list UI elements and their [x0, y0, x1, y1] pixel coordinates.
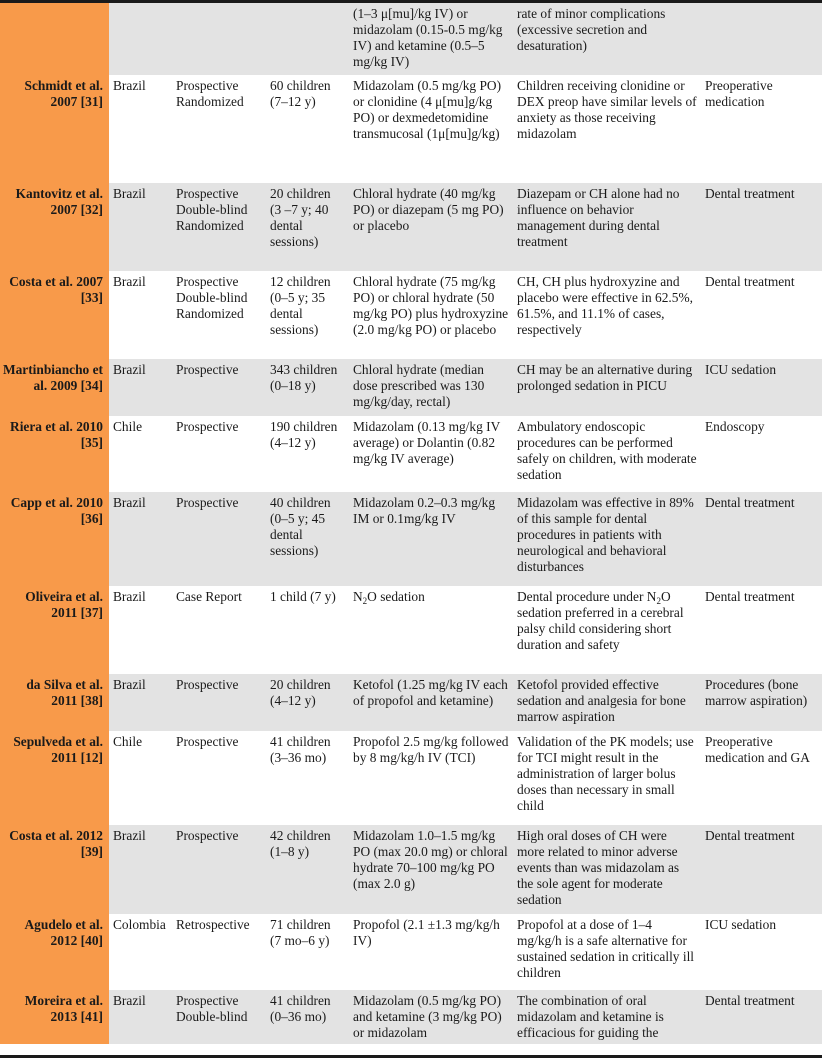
- cell-subjects: 343 children (0–18 y): [266, 359, 349, 416]
- table-row: [0, 75, 822, 183]
- table-row: [0, 183, 822, 271]
- cell-subjects: 20 children (4–12 y): [266, 674, 349, 731]
- cell-country: Chile: [113, 734, 143, 749]
- cell-setting: Endoscopy: [705, 419, 765, 434]
- cell-subjects: 1 child (7 y): [270, 589, 336, 604]
- cell-country: Brazil: [113, 274, 146, 289]
- drugs-text-sub: 2: [362, 596, 368, 606]
- cell-country: Brazil: [109, 990, 172, 1044]
- cell-country: Brazil: [109, 825, 172, 914]
- cell-drugs: (1–3 μ[mu]/kg IV) or midazolam (0.15-0.5 mg/kg IV) and ketamine (0.5–5 mg/kg IV): [349, 3, 513, 75]
- cell-setting: Dental treatment: [701, 990, 822, 1044]
- cell-subjects: 71 children (7 mo–6 y): [270, 917, 331, 948]
- cell-design: Prospective: [172, 825, 266, 914]
- cell-drugs: Midazolam 0.2–0.3 mg/kg IM or 0.1mg/kg IV: [349, 492, 513, 586]
- cell-country: Brazil: [113, 589, 146, 604]
- cell-author: Sepulveda et al. 2011 [12]: [0, 731, 109, 825]
- table-row: [0, 731, 822, 825]
- table-row: [0, 674, 822, 731]
- cell-results: Midazolam was effective in 89% of this sample for dental procedures in patients with neurological and behavioral disturbances: [513, 492, 701, 586]
- drugs-text-pre: N: [353, 589, 363, 604]
- cell-author: Kantovitz et al. 2007 [32]: [0, 183, 109, 271]
- cell-country: Brazil: [109, 183, 172, 271]
- cell-results: rate of minor complications (excessive secretion and desaturation): [513, 3, 701, 75]
- cell-subjects: 12 children (0–5 y; 35 dental sessions): [270, 274, 331, 337]
- cell-setting: Dental treatment: [705, 274, 795, 289]
- cell-results: The combination of oral midazolam and ketamine is efficacious for guiding the: [513, 990, 701, 1044]
- cell-setting: Procedures (bone marrow aspiration): [701, 674, 822, 731]
- cell-author: Oliveira et al. 2011 [37]: [0, 586, 109, 674]
- cell-country: Brazil: [113, 78, 146, 93]
- cell-drugs: Chloral hydrate (median dose prescribed was 130 mg/kg/day, rectal): [349, 359, 513, 416]
- cell-country: [109, 3, 172, 75]
- cell-setting: [701, 3, 822, 75]
- cell-author: [0, 3, 109, 75]
- cell-setting: Dental treatment: [705, 589, 795, 604]
- cell-setting: ICU sedation: [705, 917, 777, 932]
- cell-setting: Dental treatment: [701, 183, 822, 271]
- table-body: [0, 3, 822, 1044]
- cell-design: Prospective Double-blind Randomized: [176, 274, 248, 321]
- cell-country: Brazil: [109, 492, 172, 586]
- cell-author: Martinbiancho et al. 2009 [34]: [0, 359, 109, 416]
- table-row: [0, 359, 822, 416]
- cell-author: Schmidt et al. 2007 [31]: [0, 75, 109, 183]
- cell-country: Brazil: [109, 674, 172, 731]
- cell-results: CH may be an alternative during prolonged sedation in PICU: [513, 359, 701, 416]
- cell-setting: Dental treatment: [701, 492, 822, 586]
- cell-subjects: [266, 3, 349, 75]
- cell-results: CH, CH plus hydroxyzine and placebo were effective in 62.5%, 61.5%, and 11.1% of cases, respectively: [517, 274, 693, 337]
- results-text-sub: 2: [656, 596, 661, 606]
- cell-drugs: Midazolam (0.5 mg/kg PO) and ketamine (3 mg/kg PO) or midazolam: [349, 990, 513, 1044]
- cell-design: Prospective Randomized: [176, 78, 244, 109]
- cell-drugs: Midazolam (0.5 mg/kg PO) or clonidine (4 μ[mu]g/kg PO) or dexmedetomidine transmucosal (1μ[mu]g/kg): [353, 78, 502, 141]
- cell-setting: Dental treatment: [701, 825, 822, 914]
- table-row: [0, 492, 822, 586]
- cell-results: Validation of the PK models; use for TCI might result in the administration of larger bolus doses than necessary in small child: [517, 734, 694, 813]
- cell-author: Costa et al. 2007 [33]: [0, 271, 109, 359]
- sedation-studies-table: [0, 3, 822, 1044]
- cell-results: [513, 586, 701, 674]
- cell-drugs: Chloral hydrate (75 mg/kg PO) or chloral hydrate (50 mg/kg PO) plus hydroxyzine (2.0 mg/kg PO) or placebo: [353, 274, 509, 337]
- cell-results: Propofol at a dose of 1–4 mg/kg/h is a safe alternative for sustained sedation in critically ill children: [517, 917, 695, 980]
- results-text-post: O sedation preferred in a cerebral palsy child considering short duration and safety: [517, 589, 684, 652]
- cell-author: da Silva et al. 2011 [38]: [0, 674, 109, 731]
- cell-drugs: [349, 586, 513, 674]
- cell-subjects: 40 children (0–5 y; 45 dental sessions): [266, 492, 349, 586]
- cell-author: Moreira et al. 2013 [41]: [0, 990, 109, 1044]
- table-row: [0, 271, 822, 359]
- cell-drugs: Propofol (2.1 ±1.3 mg/kg/h IV): [353, 917, 500, 948]
- cell-design: Prospective Double-blind: [172, 990, 266, 1044]
- cell-subjects: 41 children (3–36 mo): [270, 734, 331, 765]
- cell-results: Children receiving clonidine or DEX preop have similar levels of anxiety as those receiving midazolam: [517, 78, 697, 141]
- cell-results: Ketofol provided effective sedation and analgesia for bone marrow aspiration: [513, 674, 701, 731]
- cell-subjects: 20 children (3 –7 y; 40 dental sessions): [266, 183, 349, 271]
- table-row: [0, 825, 822, 914]
- table-row: [0, 586, 822, 674]
- cell-design: Prospective Double-blind Randomized: [172, 183, 266, 271]
- cell-drugs: Midazolam 1.0–1.5 mg/kg PO (max 20.0 mg) or chloral hydrate 70–100 mg/kg PO (max 2.0 g): [349, 825, 513, 914]
- cell-design: Prospective: [172, 492, 266, 586]
- cell-results: Diazepam or CH alone had no influence on behavior management during dental treatment: [513, 183, 701, 271]
- cell-drugs: Propofol 2.5 mg/kg followed by 8 mg/kg/h IV (TCI): [353, 734, 509, 765]
- results-text-pre: Dental procedure under N: [517, 589, 657, 604]
- cell-setting: Preoperative medication: [705, 78, 773, 109]
- cell-drugs: Midazolam (0.13 mg/kg IV average) or Dolantin (0.82 mg/kg IV average): [353, 419, 501, 466]
- cell-subjects: 42 children (1–8 y): [266, 825, 349, 914]
- cell-author: Costa et al. 2012 [39]: [0, 825, 109, 914]
- cell-drugs: Ketofol (1.25 mg/kg IV each of propofol and ketamine): [349, 674, 513, 731]
- cell-subjects: 190 children (4–12 y): [270, 419, 338, 450]
- cell-design: Prospective: [176, 419, 239, 434]
- cell-design: [172, 3, 266, 75]
- cell-setting: Preoperative medication and GA: [705, 734, 810, 765]
- table-row: [0, 914, 822, 990]
- cell-drugs: Chloral hydrate (40 mg/kg PO) or diazepam (5 mg PO) or placebo: [349, 183, 513, 271]
- cell-results: Ambulatory endoscopic procedures can be performed safely on children, with moderate sedation: [517, 419, 697, 482]
- cell-country: Chile: [113, 419, 143, 434]
- cell-author: Riera et al. 2010 [35]: [0, 416, 109, 492]
- cell-author: Agudelo et al. 2012 [40]: [0, 914, 109, 990]
- cell-subjects: 60 children (7–12 y): [270, 78, 331, 109]
- cell-design: Case Report: [176, 589, 242, 604]
- cell-author: Capp et al. 2010 [36]: [0, 492, 109, 586]
- drugs-text-post: O sedation: [367, 589, 425, 604]
- cell-design: Prospective: [172, 359, 266, 416]
- cell-design: Retrospective: [176, 917, 250, 932]
- cell-country: Brazil: [109, 359, 172, 416]
- cell-design: Prospective: [176, 734, 239, 749]
- cell-country: Colombia: [113, 917, 166, 932]
- cell-results: High oral doses of CH were more related to minor adverse events than was midazolam as the sole agent for moderate sedation: [513, 825, 701, 914]
- cell-subjects: 41 children (0–36 mo): [266, 990, 349, 1044]
- cell-design: Prospective: [172, 674, 266, 731]
- cell-setting: ICU sedation: [701, 359, 822, 416]
- table-row: [0, 990, 822, 1044]
- table-row: [0, 3, 822, 75]
- table-row: [0, 416, 822, 492]
